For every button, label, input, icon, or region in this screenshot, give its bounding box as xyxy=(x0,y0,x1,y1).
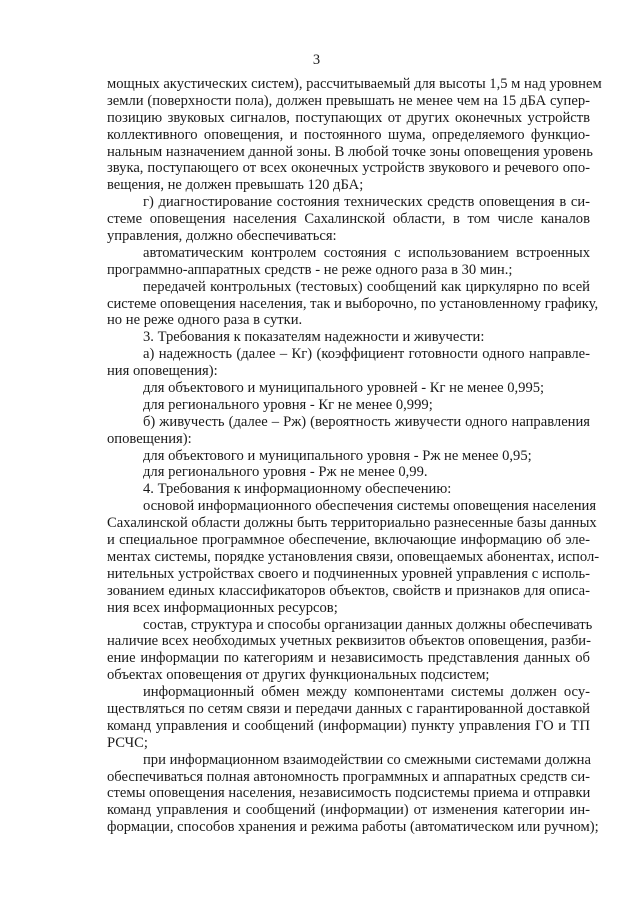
text-line: мощных акустических систем), рассчитываемый для высоты 1,5 м над уровнем xyxy=(107,76,602,92)
text-line: системе оповещения населения, так и выборочно, по установленному графику, xyxy=(107,295,599,312)
text-line: состав, структура и способы организации данных должны обеспечивать xyxy=(143,616,593,633)
text-line: звука, поступающего от всех оконечных устройств звукового и речевого опо- xyxy=(107,160,590,177)
text-line: ществляться по сетям связи и передачи данных с гарантированной доставкой xyxy=(107,700,590,717)
document-body xyxy=(107,76,602,836)
text-line: команд управления и сообщений (информации) пункту управления ГО и ТП xyxy=(107,717,590,734)
text-line: оповещения): xyxy=(107,430,192,447)
text-line: ение информации по категориям и независимость представления данных об xyxy=(107,650,590,667)
text-line: нальным назначением данной зоны. В любой точке зоны оповещения уровень xyxy=(107,143,593,160)
text-line: вещения, не должен превышать 120 дБА; xyxy=(107,177,364,194)
text-line: 4. Требования к информационному обеспечению: xyxy=(143,481,452,498)
text-line: РСЧС; xyxy=(107,734,148,751)
text-line: команд управления и сообщений (информации) от изменения категории ин- xyxy=(107,802,590,819)
text-line: обеспечиваться полная автономность программных и аппаратных средств си- xyxy=(107,768,591,785)
text-line: стеме оповещения населения Сахалинской области, в том числе каналов xyxy=(107,211,590,228)
text-line: передачей контрольных (тестовых) сообщений как циркулярно по всей xyxy=(143,278,590,295)
text-line: для объектового и муниципального уровней - Кг не менее 0,995; xyxy=(143,380,545,397)
text-line: для регионального уровня - Кг не менее 0,999; xyxy=(143,396,433,413)
text-line: позицию звуковых сигналов, поступающих от других оконечных устройств xyxy=(107,109,590,126)
page-number: 3 xyxy=(312,52,321,68)
text-line: ментах системы, порядке установления связи, оповещаемых абонентах, испол- xyxy=(107,548,600,565)
text-line: Сахалинской области должны быть территориально разнесенные базы данных xyxy=(107,515,597,532)
text-line: г) диагностирование состояния технических средств оповещения в си- xyxy=(143,194,590,211)
text-line: программно-аппаратных средств - не реже одного раза в 30 мин.; xyxy=(107,261,513,278)
text-line: основой информационного обеспечения системы оповещения населения xyxy=(143,498,597,515)
text-line: коллективного оповещения, и постоянного шума, определяемого функцио- xyxy=(107,126,590,143)
text-line: зованием единых классификаторов объектов, свойств и признаков для описа- xyxy=(107,582,590,599)
text-line: ния оповещения): xyxy=(107,363,218,380)
text-line: управления, должно обеспечиваться: xyxy=(107,228,337,245)
text-line: для объектового и муниципального уровня - Рж не менее 0,95; xyxy=(143,447,532,464)
text-line: нительных устройствах своего и подчиненных уровней управления с исполь- xyxy=(107,565,590,582)
text-line: при информационном взаимодействии со смежными системами должна xyxy=(143,751,591,768)
text-line: а) надежность (далее – Кг) (коэффициент готовности одного направле- xyxy=(143,346,590,363)
text-line: земли (поверхности пола), должен превышать не менее чем на 15 дБА супер- xyxy=(107,92,590,109)
text-line: стемы оповещения населения, независимость подсистемы приема и отправки xyxy=(107,785,591,802)
text-line: ния всех информационных ресурсов; xyxy=(107,599,338,616)
text-line: 3. Требования к показателям надежности и живучести: xyxy=(143,329,485,346)
text-line: и специальное программное обеспечение, включающие информацию об эле- xyxy=(107,532,590,549)
text-line: для регионального уровня - Рж не менее 0,99. xyxy=(143,464,428,481)
text-line: но не реже одного раза в сутки. xyxy=(107,312,303,329)
text-line: объектах оповещения от других функциональных подсистем; xyxy=(107,667,490,684)
text-line: б) живучесть (далее – Рж) (вероятность живучести одного направления xyxy=(143,413,590,430)
text-line: формации, способов хранения и режима работы (автоматическом или ручном); xyxy=(107,819,599,836)
text-line: информационный обмен между компонентами системы должен осу- xyxy=(143,684,590,701)
text-line: автоматическим контролем состояния с использованием встроенных xyxy=(143,244,590,261)
text-line: наличие всех необходимых учетных реквизитов объектов оповещения, разби- xyxy=(107,633,591,650)
